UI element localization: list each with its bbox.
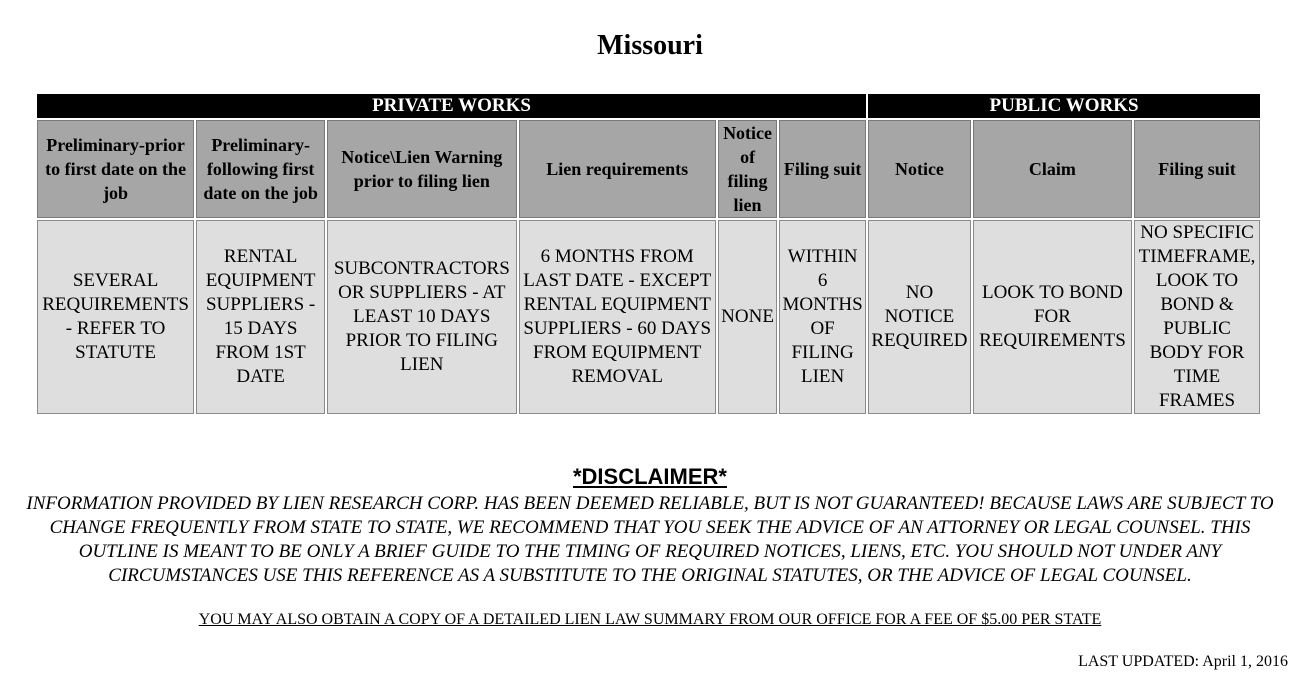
table-row (37, 220, 1260, 414)
header-private-filing-suit: Filing suit (779, 120, 866, 218)
lien-law-table (35, 92, 1262, 416)
header-public-filing-suit: Filing suit (1134, 120, 1260, 218)
disclaimer-text: INFORMATION PROVIDED BY LIEN RESEARCH CORP. HAS BEEN DEEMED RELIABLE, BUT IS NOT GUARANTEED! BECAUSE LAWS ARE SUBJECT TO CHANGE FREQUENTLY FROM STATE TO STATE, WE RECOMMEND THAT YOU SEEK THE ADVICE OF AN ATTORNEY OR LEGAL COUNSEL. THIS OUTLINE IS MEANT TO BE ONLY A BRIEF GUIDE TO THE TIMING OF REQUIRED NOTICES, LIENS, ETC. YOU SHOULD NOT UNDER ANY CIRCUMSTANCES USE THIS REFERENCE AS A SUBSTITUTE TO THE ORIGINAL STATUTES, OR THE ADVICE OF LEGAL COUNSEL. (26, 493, 1274, 586)
group-header-row (37, 94, 1260, 118)
cell-lien-requirements: 6 MONTHS FROM LAST DATE - EXCEPT RENTAL EQUIPMENT SUPPLIERS - 60 DAYS FROM EQUIPMENT REMOVAL (519, 220, 716, 414)
cell-private-filing-suit: WITHIN 6 MONTHS OF FILING LIEN (779, 220, 866, 414)
header-lien-requirements: Lien requirements (519, 120, 716, 218)
page-title: Missouri (597, 30, 703, 61)
public-works-header: PUBLIC WORKS (868, 94, 1260, 118)
private-works-header: PRIVATE WORKS (37, 94, 866, 118)
header-public-claim: Claim (973, 120, 1132, 218)
header-preliminary-following: Preliminary-following first date on the job (196, 120, 325, 218)
header-notice-of-filing-lien: Notice of filing lien (718, 120, 777, 218)
fee-note-link[interactable]: YOU MAY ALSO OBTAIN A COPY OF A DETAILED LIEN LAW SUMMARY FROM OUR OFFICE FOR A FEE OF $5.00 PER STATE (198, 611, 1102, 628)
last-updated: LAST UPDATED: April 1, 2016 (1078, 653, 1288, 670)
cell-public-filing-suit: NO SPECIFIC TIMEFRAME, LOOK TO BOND & PUBLIC BODY FOR TIME FRAMES (1134, 220, 1260, 414)
cell-preliminary-following: RENTAL EQUIPMENT SUPPLIERS - 15 DAYS FROM 1ST DATE (196, 220, 325, 414)
cell-notice-lien-warning: SUBCONTRACTORS OR SUPPLIERS - AT LEAST 10 DAYS PRIOR TO FILING LIEN (327, 220, 516, 414)
header-preliminary-prior: Preliminary-prior to first date on the job (37, 120, 194, 218)
cell-public-notice: NO NOTICE REQUIRED (868, 220, 971, 414)
header-notice-lien-warning: Notice\Lien Warning prior to filing lien (327, 120, 516, 218)
cell-public-claim: LOOK TO BOND FOR REQUIREMENTS (973, 220, 1132, 414)
cell-notice-of-filing-lien: NONE (718, 220, 777, 414)
column-header-row (37, 120, 1260, 218)
disclaimer-title: *DISCLAIMER* (572, 464, 727, 489)
cell-preliminary-prior: SEVERAL REQUIREMENTS - REFER TO STATUTE (37, 220, 194, 414)
header-public-notice: Notice (868, 120, 971, 218)
